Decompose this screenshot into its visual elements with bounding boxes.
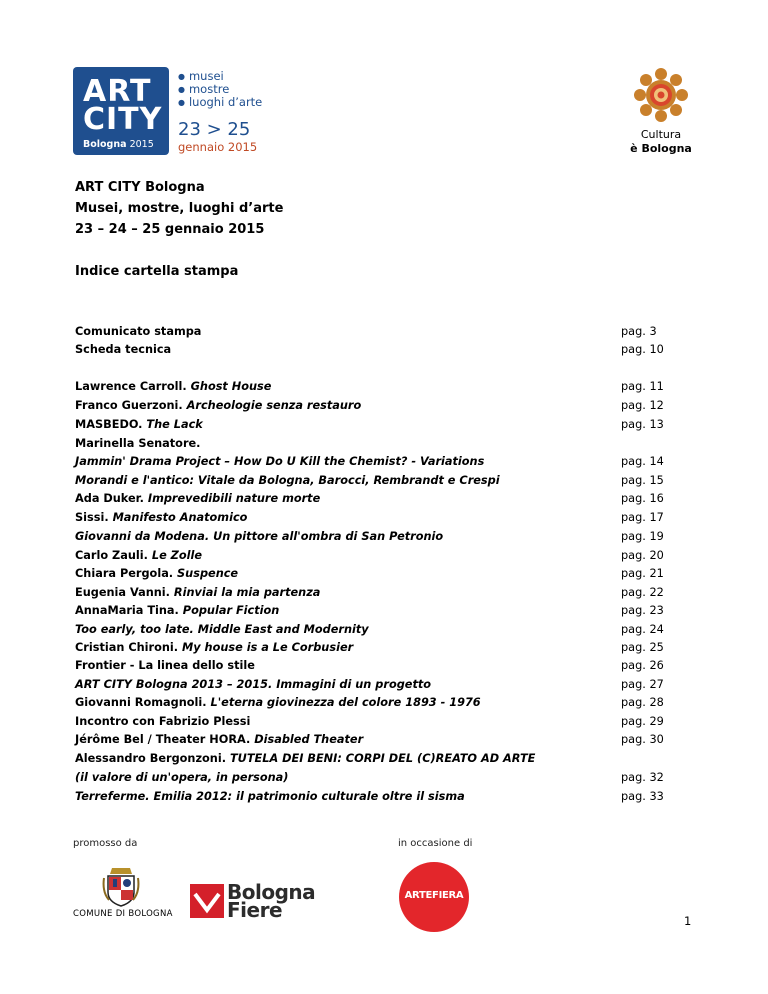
toc-entry-title: The Lack — [146, 418, 203, 431]
toc-page-ref: pag. 13 — [621, 418, 664, 431]
toc-page-ref: pag. 33 — [621, 790, 664, 803]
toc-entry — [75, 567, 238, 581]
toc-page-ref: pag. 25 — [621, 641, 664, 654]
toc-entry — [75, 418, 203, 432]
logo-subtitle — [83, 139, 154, 150]
promosso-da-label: promosso da — [73, 838, 138, 849]
toc-entry — [75, 530, 443, 544]
toc-entry-author: AnnaMaria Tina. — [75, 604, 183, 617]
logo-bullets — [178, 70, 262, 109]
toc-entry-author: Incontro con Fabrizio Plessi — [75, 715, 251, 728]
in-occasione-label: in occasione di — [398, 838, 473, 849]
page-number: 1 — [684, 914, 692, 928]
toc-entry-title: Archeologie senza restauro — [186, 399, 362, 412]
logo-word-city: CITY — [83, 102, 163, 137]
toc-entry — [75, 343, 171, 357]
toc-page-ref: pag. 26 — [621, 659, 664, 672]
toc-entry — [75, 752, 535, 766]
toc-entry-author: Frontier - La linea dello stile — [75, 659, 255, 672]
doc-dates: 23 – 24 – 25 gennaio 2015 — [75, 222, 265, 237]
toc-page-ref: pag. 29 — [621, 715, 664, 728]
toc-entry-title: Manifesto Anatomico — [112, 511, 248, 524]
toc-entry-author: Comunicato stampa — [75, 325, 202, 338]
cultura-bologna-text — [620, 128, 702, 156]
toc-page-ref: pag. 23 — [621, 604, 664, 617]
bologna-fiere-line2: Fiere — [227, 898, 283, 922]
toc-page-ref: pag. 30 — [621, 733, 664, 746]
logo-bullet: ● luoghi d’arte — [178, 96, 262, 109]
toc-entry-author: Franco Guerzoni. — [75, 399, 187, 412]
bologna-fiere-mark-icon — [190, 884, 224, 918]
toc-page-ref: pag. 10 — [621, 343, 664, 356]
logo-sub-bologna: Bologna — [83, 139, 127, 150]
toc-entry-author: Eugenia Vanni. — [75, 586, 174, 599]
toc-entry-title: ART CITY Bologna 2013 – 2015. Immagini di un progetto — [75, 678, 432, 691]
toc-entry-title: L'eterna giovinezza del colore 1893 - 1976 — [210, 696, 481, 709]
toc-entry — [75, 511, 247, 525]
toc-page-ref: pag. 14 — [621, 455, 664, 468]
logo-sub-year: 2015 — [129, 139, 154, 150]
comune-di-bologna-text: COMUNE DI BOLOGNA — [73, 909, 173, 919]
toc-page-ref: pag. 24 — [621, 623, 664, 636]
toc-entry-title: Popular Fiction — [182, 604, 280, 617]
toc-page-ref: pag. 21 — [621, 567, 664, 580]
bologna-line: è Bologna — [630, 142, 692, 155]
toc-entry — [75, 399, 361, 413]
toc-entry-title: Disabled Theater — [254, 733, 364, 746]
doc-title: ART CITY Bologna — [75, 180, 205, 195]
toc-entry-title: Imprevedibili nature morte — [147, 492, 321, 505]
toc-page-ref: pag. 12 — [621, 399, 664, 412]
index-title: Indice cartella stampa — [75, 264, 239, 279]
toc-entry-title: Ghost House — [190, 380, 272, 393]
toc-entry-author: MASBEDO. — [75, 418, 147, 431]
logo-dates — [178, 120, 257, 154]
bologna-fiere-text — [227, 880, 316, 922]
toc-entry-title: Jammin' Drama Project – How Do U Kill the Chemist? - Variations — [75, 455, 485, 468]
toc-entry — [75, 696, 481, 710]
toc-page-ref: pag. 32 — [621, 771, 664, 784]
toc-entry-author: Alessandro Bergonzoni. — [75, 752, 230, 765]
toc-entry-title: TUTELA DEI BENI: CORPI DEL (C)REATO AD ARTE — [229, 752, 536, 765]
toc-entry — [75, 492, 320, 506]
artefiera-logo-text: ARTEFIERA — [404, 890, 464, 901]
toc-page-ref: pag. 16 — [621, 492, 664, 505]
comune-coat-of-arms-icon — [100, 866, 142, 908]
toc-entry-title: Suspence — [177, 567, 239, 580]
toc-page-ref: pag. 28 — [621, 696, 664, 709]
logo-date-range: 23 > 25 — [178, 119, 251, 140]
toc-page-ref: pag. 22 — [621, 586, 664, 599]
toc-entry-author: Scheda tecnica — [75, 343, 172, 356]
toc-entry-author: Lawrence Carroll. — [75, 380, 191, 393]
toc-page-ref: pag. 20 — [621, 549, 664, 562]
toc-entry — [75, 325, 201, 339]
toc-entry-title: Giovanni da Modena. Un pittore all'ombra di San Petronio — [75, 530, 444, 543]
toc-entry-title: Too early, too late. Middle East and Modernity — [75, 623, 369, 636]
art-city-logo — [73, 67, 169, 155]
toc-entry — [75, 678, 431, 692]
toc-page-ref: pag. 3 — [621, 325, 657, 338]
toc-page-ref: pag. 11 — [621, 380, 664, 393]
logo-month: gennaio 2015 — [178, 140, 258, 154]
logo-bullet: ● musei — [178, 70, 262, 83]
toc-entry — [75, 715, 250, 729]
toc-page-ref: pag. 17 — [621, 511, 664, 524]
toc-entry-title: Rinviai la mia partenza — [173, 586, 321, 599]
toc-entry — [75, 437, 200, 451]
toc-entry — [75, 641, 353, 655]
toc-entry — [75, 733, 363, 747]
toc-entry-author: Sissi. — [75, 511, 113, 524]
toc-entry-author: Giovanni Romagnoli. — [75, 696, 211, 709]
bologna-fiere-line1: Bologna — [227, 880, 316, 904]
toc-entry — [75, 771, 288, 785]
toc-entry — [75, 586, 320, 600]
toc-entry-author: Jérôme Bel / Theater HORA. — [75, 733, 255, 746]
toc-entry-author: Marinella Senatore. — [75, 437, 201, 450]
doc-subtitle: Musei, mostre, luoghi d’arte — [75, 201, 284, 216]
cultura-bologna-emblem-icon — [632, 66, 690, 124]
cultura-line: Cultura — [640, 128, 682, 141]
toc-entry-author: Carlo Zauli. — [75, 549, 152, 562]
logo-word-art: ART — [83, 74, 152, 109]
toc-entry — [75, 623, 369, 637]
toc-entry — [75, 455, 484, 469]
toc-entry — [75, 659, 255, 673]
toc-page-ref: pag. 15 — [621, 474, 664, 487]
toc-entry-author: Ada Duker. — [75, 492, 148, 505]
toc-entry — [75, 604, 279, 618]
toc-entry-title: Le Zolle — [151, 549, 203, 562]
toc-entry-author: Chiara Pergola. — [75, 567, 178, 580]
toc-entry — [75, 549, 202, 563]
toc-page-ref: pag. 27 — [621, 678, 664, 691]
toc-entry-title: My house is a Le Corbusier — [182, 641, 354, 654]
toc-page-ref: pag. 19 — [621, 530, 664, 543]
toc-entry-title: Terreferme. Emilia 2012: il patrimonio culturale oltre il sisma — [75, 790, 465, 803]
toc-entry-author: Cristian Chironi. — [75, 641, 183, 654]
toc-entry-title: (il valore di un'opera, in persona) — [75, 771, 289, 784]
toc-entry-title: Morandi e l'antico: Vitale da Bologna, Barocci, Rembrandt e Crespi — [75, 474, 500, 487]
toc-entry — [75, 380, 271, 394]
logo-bullet: ● mostre — [178, 83, 262, 96]
toc-entry — [75, 474, 500, 488]
toc-entry — [75, 790, 465, 804]
